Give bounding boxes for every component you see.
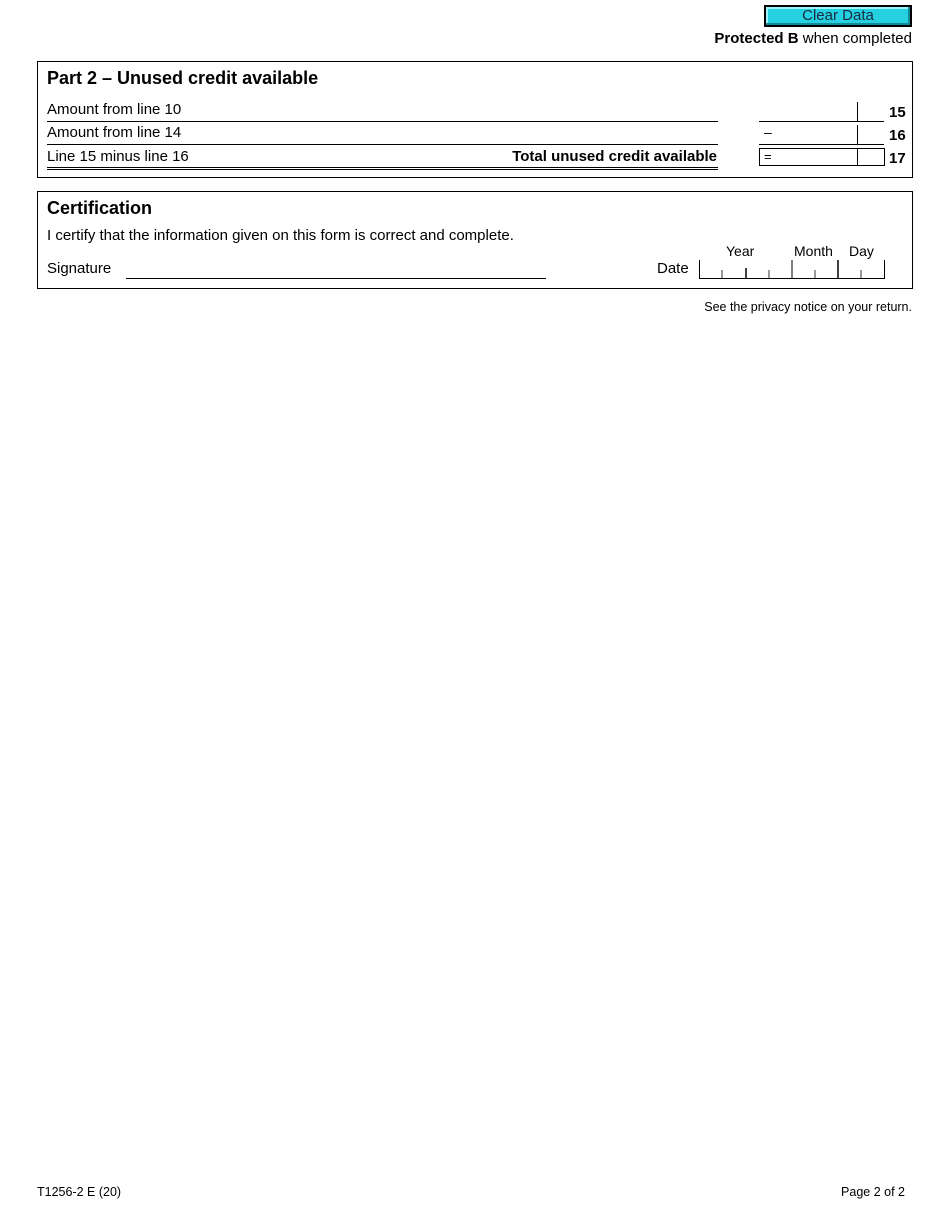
line-16-label: Amount from line 14	[47, 124, 182, 141]
line-17-double-rule	[47, 169, 718, 170]
certification-statement: I certify that the information given on this form is correct and complete.	[47, 227, 514, 244]
line-16-cents-field[interactable]	[857, 144, 884, 145]
line-15-number: 15	[889, 104, 906, 121]
line-17-label: Line 15 minus line 16	[47, 148, 189, 165]
page-number: Page 2 of 2	[841, 1185, 905, 1199]
part2-section	[37, 61, 913, 178]
part2-title: Part 2 – Unused credit available	[47, 68, 319, 88]
line-16-number: 16	[889, 127, 906, 144]
line-15-amount-field[interactable]	[759, 121, 857, 122]
signature-label: Signature	[47, 260, 112, 277]
protected-b-notice	[714, 30, 912, 47]
line-16-rule	[47, 144, 718, 145]
privacy-notice: See the privacy notice on your return.	[704, 300, 912, 314]
line-17-cents-divider	[857, 149, 858, 165]
line-15-cents-divider	[857, 102, 858, 121]
total-unused-credit-label: Total unused credit available	[512, 148, 717, 165]
date-year-header: Year	[726, 243, 755, 259]
line-16-amount-field[interactable]	[759, 144, 857, 145]
minus-sign: –	[764, 124, 772, 140]
certification-section	[37, 191, 913, 289]
date-entry-field[interactable]	[699, 260, 885, 279]
date-label: Date	[657, 260, 689, 277]
line-15-cents-field[interactable]	[857, 121, 884, 122]
line-17-rule	[47, 167, 718, 168]
line-15-rule	[47, 121, 718, 122]
equals-sign: =	[764, 149, 772, 164]
line-17-amount-field[interactable]	[759, 148, 885, 166]
protected-b-suffix: when completed	[798, 30, 912, 47]
date-month-header: Month	[794, 243, 833, 259]
signature-field[interactable]	[126, 278, 546, 279]
line-16-cents-divider	[857, 125, 858, 144]
date-day-header: Day	[849, 243, 874, 259]
line-17-number: 17	[889, 150, 906, 167]
line-15-label: Amount from line 10	[47, 101, 182, 118]
clear-data-button[interactable]: Clear Data	[764, 5, 912, 27]
certification-title: Certification	[47, 198, 153, 218]
protected-b-label: Protected B	[714, 30, 799, 47]
form-identifier: T1256-2 E (20)	[37, 1185, 122, 1199]
